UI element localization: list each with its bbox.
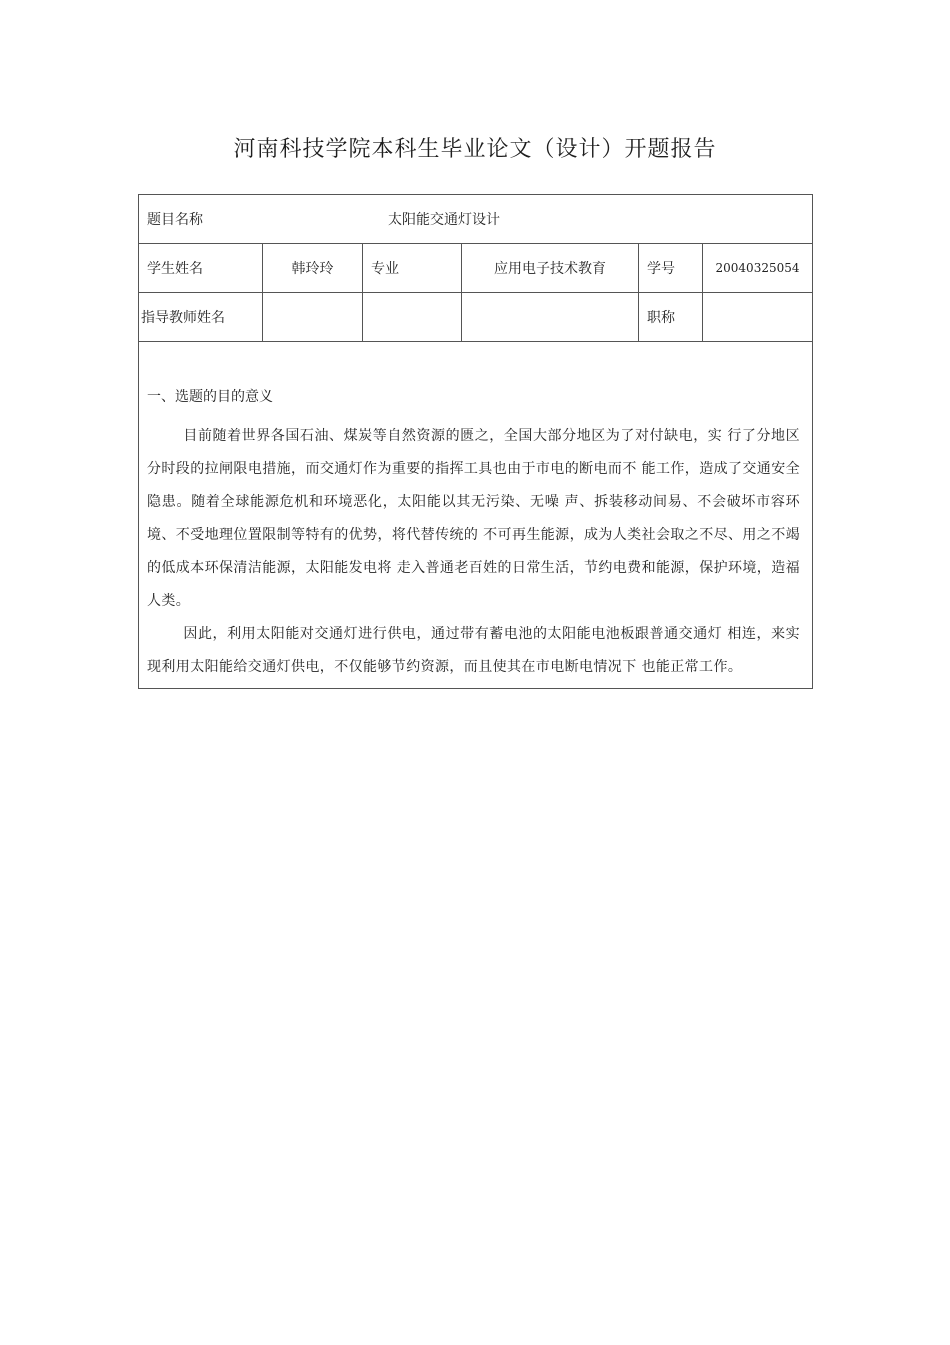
topic-value: 太阳能交通灯设计 <box>388 212 500 228</box>
topic-row <box>139 195 813 244</box>
paragraph: 目前随着世界各国石油、煤炭等自然资源的匮之，全国大部分地区为了对付缺电，实 行了分地区分时段的拉闸限电措施，而交通灯作为重要的指挥工具也由于市电的断电而不 能工作，造成了交通安全隐患。随着全球能源危机和环境恶化，太阳能以其无污染、无噪 声、拆装移动间易、不会破坏市容环境、不受地理位置限制等特有的优势，将代替传统的 不可再生能源，成为人类社会取之不尽、用之不竭的低成本环保清洁能源，太阳能发电将 走入普通老百姓的日常生活，节约电费和能源，保护环境，造福人类。 <box>147 428 801 609</box>
student-id-value: 20040325054 <box>703 244 813 293</box>
section-heading: 一、选题的目的意义 <box>147 389 273 405</box>
content-row <box>139 342 813 689</box>
major-label: 专业 <box>363 244 462 293</box>
paragraph: 因此，利用太阳能对交通灯进行供电，通过带有蓄电池的太阳能电池板跟普通交通灯 相连，来实现利用太阳能给交通灯供电，不仅能够节约资源，而且使其在市电断电情况下 也能正常工作。 <box>147 626 801 675</box>
topic-label: 题目名称 <box>147 212 203 228</box>
student-name-value: 韩玲玲 <box>263 244 363 293</box>
document-title: 河南科技学院本科生毕业论文（设计）开题报告 <box>233 137 717 162</box>
student-id-label: 学号 <box>639 244 703 293</box>
student-row <box>139 244 813 293</box>
topic-cell <box>139 195 813 244</box>
proposal-form-table <box>138 194 813 689</box>
student-name-label: 学生姓名 <box>139 244 263 293</box>
advisor-row <box>139 293 813 342</box>
title-rank-value <box>703 293 813 342</box>
advisor-empty-cell <box>363 293 462 342</box>
advisor-value <box>263 293 363 342</box>
advisor-label: 指导教师姓名 <box>139 293 263 342</box>
content-cell <box>139 342 813 689</box>
title-rank-label: 职称 <box>639 293 703 342</box>
advisor-empty-cell <box>462 293 639 342</box>
major-value: 应用电子技术教育 <box>462 244 639 293</box>
